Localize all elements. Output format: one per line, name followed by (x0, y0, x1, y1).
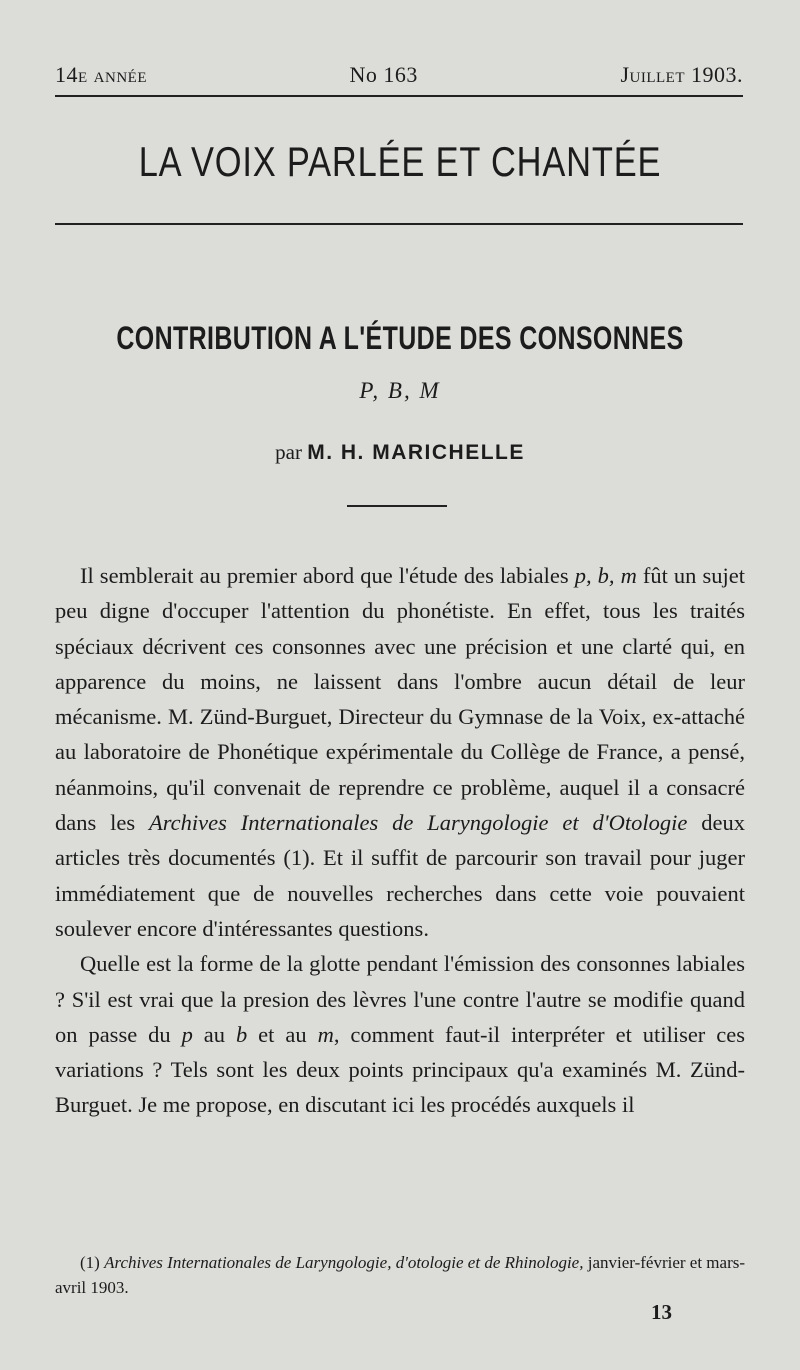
paragraph-2-text: au (192, 1021, 236, 1047)
running-head (55, 62, 743, 88)
paragraph-1-text: fût un sujet peu digne d'occuper l'attention du phonétiste. En effet, tous les traités spéciaux décrivent ces consonnes avec une précision et une clarté qui, en apparence du moins, ne laissent dans l'ombre aucun détail de leur mécanisme. M. Zünd-Burguet, Directeur du Gymnase de la Voix, ex-attaché au laboratoire de Phonétique expérimentale du Collège de France, a pensé, néanmoins, qu'il convenait de reprendre ce problème, auquel il a consacré dans les (55, 563, 745, 836)
paragraph-1-italic: Archives Internationales de Laryngologie et d'Otologie (149, 810, 688, 836)
header-rule (55, 95, 743, 97)
header-annee: 14e année (55, 62, 147, 87)
paragraph-1-italic: p, b, m (574, 563, 637, 588)
header-date: Juillet 1903. (620, 62, 743, 87)
paragraph-1-text: deux articles très documentés (1). Et il suffit de parcourir son travail pour juger immédiatement que de nouvelles recherches dans cette voie pouvaient soulever encore d'intéressantes questions. (55, 810, 745, 941)
paragraph-2-text: Quelle est la forme de la glotte pendant l'émission des consonnes labiales ? S'il est vrai que la presion des lèvres l'une contre l'autre se modifie quand on passe du (55, 951, 745, 1047)
paragraph-1 (55, 558, 745, 946)
footnote-dates: janvier-février et mars-avril 1903. (55, 1253, 746, 1297)
header-numero: No 163 (349, 62, 418, 87)
separator-rule (347, 505, 447, 507)
paragraph-1-text: Il semblerait au premier abord que l'étude des labiales (80, 563, 575, 588)
journal-title: LA VOIX PARLÉE ET CHANTÉE (138, 138, 662, 185)
footnote-marker: (1) (80, 1253, 105, 1272)
article-subtitle: P, B, M (359, 378, 441, 403)
paragraph-2 (55, 946, 745, 1122)
footnote (55, 1250, 745, 1300)
title-rule (55, 223, 743, 225)
article-title: CONTRIBUTION A L'ÉTUDE DES CONSONNES (116, 320, 684, 356)
paragraph-2-italic: m (317, 1021, 334, 1047)
paragraph-2-italic: b (235, 1021, 248, 1047)
article-body (55, 558, 745, 1123)
paragraph-2-italic: p (181, 1021, 193, 1047)
author-prefix: par (275, 440, 302, 464)
author-name: M. H. MARICHELLE (307, 441, 525, 464)
article-author (0, 440, 800, 465)
paragraph-2-text: , comment faut-il interpréter et utiliser ces variations ? Tels sont les deux points principaux qu'a examinés M. Zünd-Burguet. Je me propose, en discutant ici les procédés auxquels il (55, 1021, 745, 1118)
paragraph-2-text: et au (247, 1021, 318, 1047)
footnote-source: Archives Internationales de Laryngologie, d'otologie et de Rhinologie, (104, 1253, 584, 1272)
page-number: 13 (651, 1300, 672, 1324)
